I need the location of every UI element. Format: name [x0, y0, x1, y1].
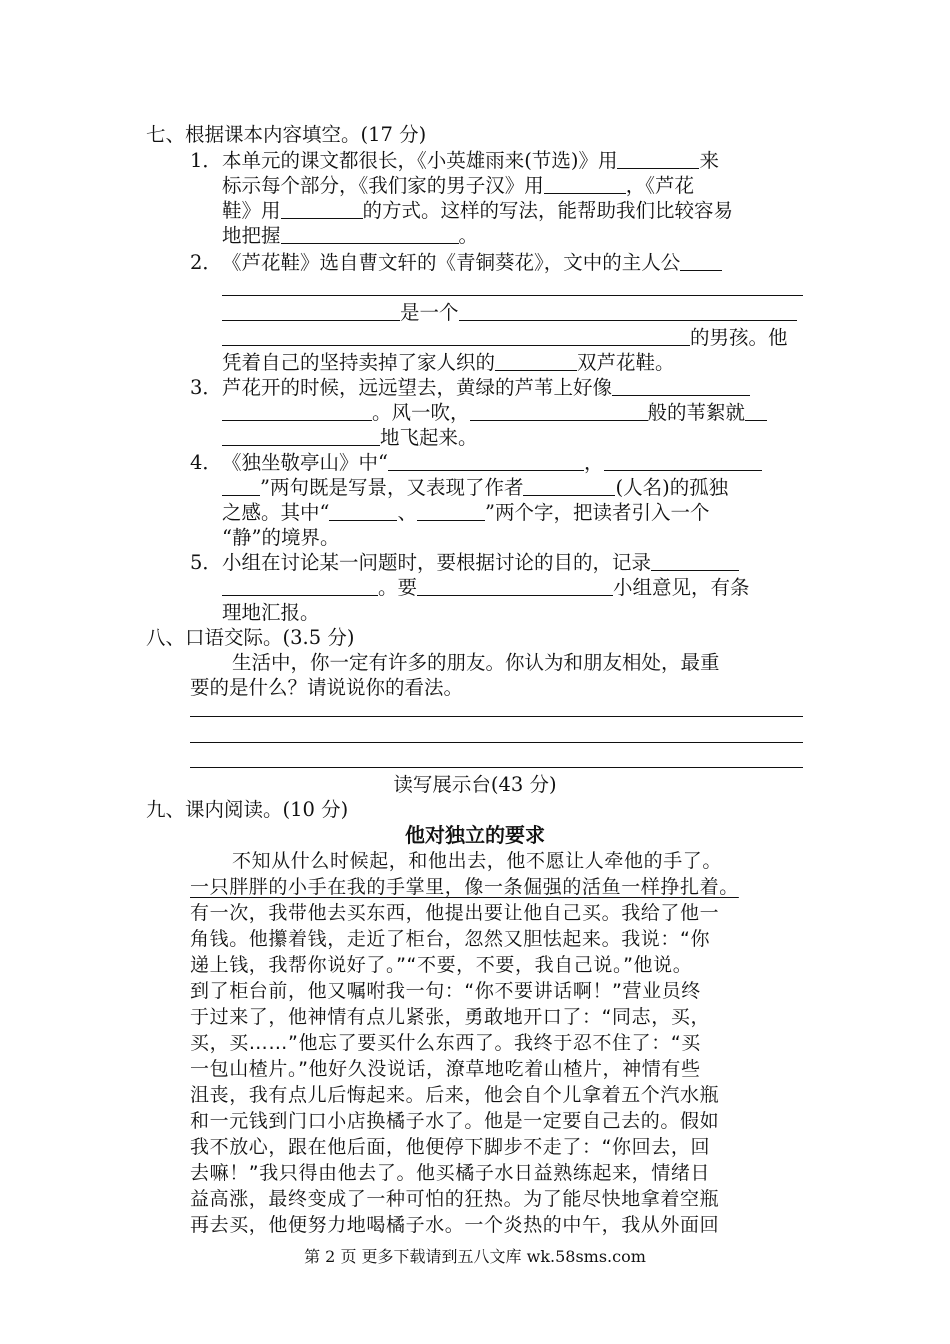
q3-blank-3[interactable]	[222, 426, 380, 446]
q4-line2: ”两句既是写景，又表现了作者 (人名)的孤独	[222, 475, 728, 501]
q3-line3: 地飞起来。	[222, 425, 478, 451]
q4-line4: “静”的境界。	[222, 526, 340, 549]
q3-blank-2c[interactable]	[745, 401, 767, 421]
q4-line1: 4．《独坐敬亭山》中“ ，	[190, 450, 762, 476]
passage-line: 递上钱，我帮你说好了。”“不要，不要，我自己说。”他说。	[190, 954, 693, 976]
passage-line: 角钱。他攥着钱，走近了柜台，忽然又胆怯起来。我说：“你	[190, 928, 711, 950]
passage-line: 一包山楂片。”他好久没说话，潦草地吃着山楂片，神情有些	[190, 1058, 701, 1080]
passage-line-underlined: 一只胖胖的小手在我的手掌里，像一条倔强的活鱼一样挣扎着。	[190, 876, 739, 898]
q2-line1: 2．《芦花鞋》选自曹文轩的《青铜葵花》，文中的主人公	[190, 250, 722, 276]
q3-number: 3．	[190, 376, 222, 399]
q2-line4: 的男孩。他	[222, 325, 788, 351]
q2-blank-5[interactable]	[495, 351, 577, 371]
q1-line4: 地把握 。	[222, 224, 479, 247]
q5-blank-2b[interactable]	[417, 576, 613, 596]
q4-blank-3a[interactable]	[329, 501, 397, 521]
q2-blank-3b[interactable]	[459, 301, 797, 321]
passage-line: 我不放心，跟在他后面，他便停下脚步不走了：“你回去，回	[190, 1136, 711, 1158]
answer-line-3[interactable]	[190, 767, 803, 768]
passage-line: 再去买，他便努力地喝橘子水。一个炎热的中午，我从外面回	[190, 1214, 720, 1236]
q4-blank-3b[interactable]	[417, 501, 485, 521]
q5-line3: 理地汇报。	[222, 601, 320, 624]
q1-line1: 1．本单元的课文都很长，《小英雄雨来(节选)》用 来	[190, 149, 719, 172]
passage-line: 于过来了，他神情有点儿紧张，勇敢地开口了：“同志，买，	[190, 1006, 711, 1028]
q5-blank-1[interactable]	[651, 551, 739, 571]
passage-title: 他对独立的要求	[405, 823, 545, 847]
section7-heading: 七、根据课本内容填空。(17 分)	[146, 123, 427, 146]
q1-line2: 标示每个部分，《我们家的男子汉》用 ，《芦花	[222, 174, 695, 197]
passage-line: 和一元钱到门口小店换橘子水了。他是一定要自己去的。假如	[190, 1110, 720, 1132]
q3-line2: 。风一吹， 般的苇絮就	[222, 400, 767, 426]
q5-number: 5．	[190, 551, 222, 574]
q5-line1: 5．小组在讨论某一问题时，要根据讨论的目的，记录	[190, 550, 739, 576]
section9-heading: 九、课内阅读。(10 分)	[146, 798, 349, 821]
q2-blank-4[interactable]	[222, 326, 690, 346]
passage-line: 到了柜台前，他又嘱咐我一句：“你不要讲话啊！”营业员终	[190, 980, 701, 1002]
passage-line: 不知从什么时候起，和他出去，他不愿让人牵他的手了。	[232, 850, 723, 872]
q5-blank-2a[interactable]	[222, 576, 378, 596]
q3-blank-2b[interactable]	[470, 401, 648, 421]
answer-line-2[interactable]	[190, 742, 803, 743]
q1-line3: 鞋》用 的方式。这样的写法，能帮助我们比较容易	[222, 199, 734, 222]
q1-blank-3[interactable]	[281, 199, 363, 219]
passage-line: 有一次，我带他去买东西，他提出要让他自己买。我给了他一	[190, 902, 720, 924]
q2-blank-line-2[interactable]	[222, 295, 803, 296]
q1-number: 1．	[190, 149, 222, 172]
q1-blank-4[interactable]	[281, 224, 459, 244]
q2-blank-1[interactable]	[680, 251, 722, 271]
q2-line5: 凭着自己的坚持卖掉了家人织的 双芦花鞋。	[222, 351, 675, 374]
q3-line1: 3．芦花开的时候，远远望去，黄绿的芦苇上好像	[190, 375, 750, 401]
passage-line: 益高涨，最终变成了一种可怕的狂热。为了能尽快地拿着空瓶	[190, 1188, 720, 1210]
answer-line-1[interactable]	[190, 716, 803, 717]
q1-blank-1[interactable]	[617, 149, 699, 169]
passage-line: 沮丧，我有点儿后悔起来。后来，他会自个儿拿着五个汽水瓶	[190, 1084, 720, 1106]
q2-line3: 是一个	[222, 300, 797, 326]
part-title: 读写展示台(43 分)	[393, 773, 557, 796]
q4-blank-1b[interactable]	[604, 451, 762, 471]
section8-prompt-2: 要的是什么？请说说你的看法。	[190, 676, 464, 699]
section8-heading: 八、口语交际。(3.5 分)	[146, 626, 355, 649]
q4-blank-1a[interactable]	[388, 451, 584, 471]
passage-line: 买，买……”他忘了要买什么东西了。我终于忍不住了：“买	[190, 1032, 701, 1054]
passage-line: 去嘛！”我只得由他去了。他买橘子水日益熟练起来，情绪日	[190, 1162, 711, 1184]
q3-blank-2a[interactable]	[222, 401, 372, 421]
q4-number: 4．	[190, 451, 222, 474]
q4-blank-2a[interactable]	[222, 476, 260, 496]
page-footer: 第 2 页 更多下载请到五八文库 wk.58sms.com	[304, 1247, 646, 1266]
q5-line2: 。要 小组意见，有条	[222, 575, 750, 601]
q2-blank-3a[interactable]	[222, 301, 400, 321]
q2-number: 2．	[190, 251, 222, 274]
section8-prompt-1: 生活中，你一定有许多的朋友。你认为和朋友相处，最重	[232, 651, 720, 674]
q4-blank-2b[interactable]	[523, 476, 615, 496]
q4-line3: 之感。其中“ 、 ”两个字，把读者引入一个	[222, 501, 710, 524]
q3-blank-1[interactable]	[612, 376, 750, 396]
q1-blank-2[interactable]	[544, 174, 626, 194]
